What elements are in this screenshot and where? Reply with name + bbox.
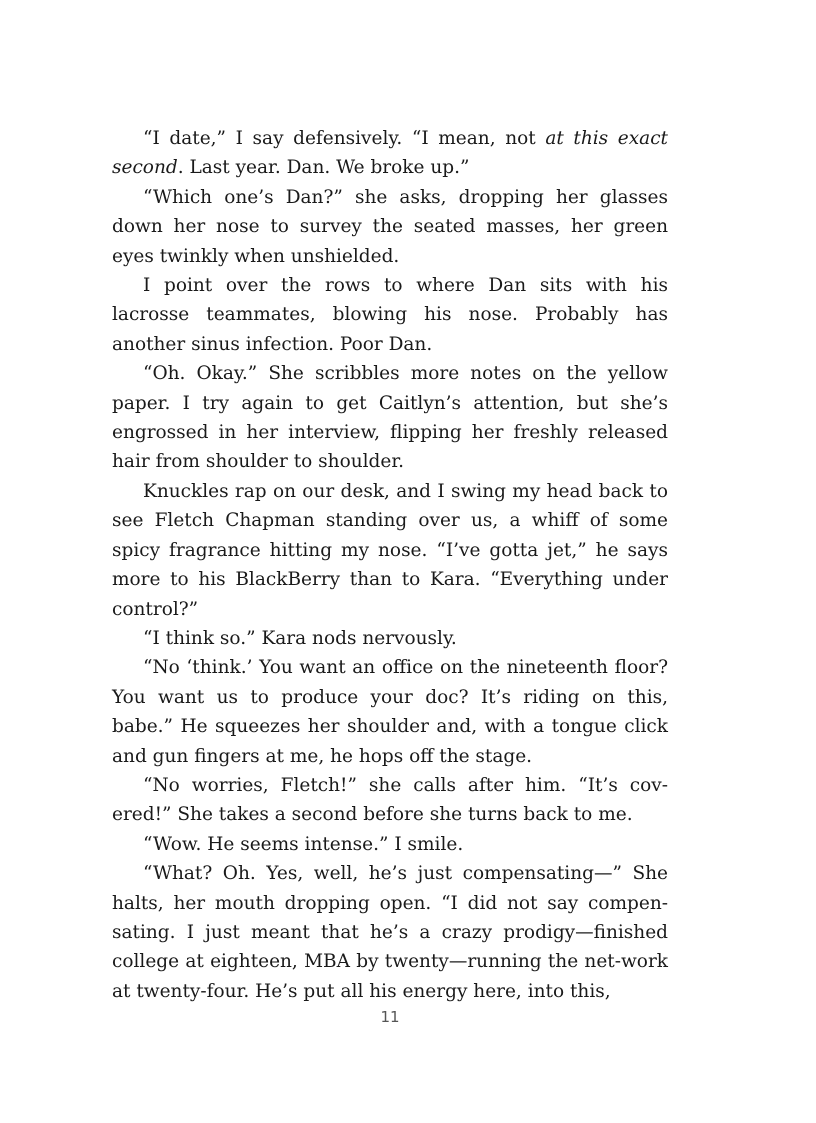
text-segment: “No ‘think.’ You want an office on the nineteenth floor? You want us to produce your doc? It’s riding on this, babe.” He squeezes her shoulder and, with a tongue click and gun fingers at me, he hops off the stage. bbox=[112, 657, 668, 767]
paragraph-8 bbox=[112, 771, 668, 830]
text-segment: Knuckles rap on our desk, and I swing my head back to see Fletch Chapman standing over us, a whiff of some spicy fragrance hitting my nose. “I’ve gotta jet,” he says more to his BlackBerry than to Kara. “Everything under control?” bbox=[112, 480, 668, 620]
text-segment: . Last year. Dan. We broke up.” bbox=[177, 157, 470, 179]
paragraph-4 bbox=[112, 359, 668, 477]
text-segment: I point over the rows to where Dan sits with his lacrosse teammates, blowing his nose. Probably has another sinus infection. Poor Dan. bbox=[112, 275, 668, 355]
paragraph-3 bbox=[112, 271, 668, 359]
italic-segment: at this exact second bbox=[112, 128, 668, 179]
text-segment: “Which one’s Dan?” she asks, dropping her glasses down her nose to survey the seated masses, her green eyes twinkly when unshielded. bbox=[112, 186, 668, 267]
text-segment: “Wow. He seems intense.” I smile. bbox=[143, 833, 464, 855]
paragraph-6 bbox=[112, 624, 668, 653]
paragraph-5 bbox=[112, 477, 668, 624]
text-segment: “I think so.” Kara nods nervously. bbox=[143, 627, 457, 649]
paragraph-2 bbox=[112, 183, 668, 271]
text-segment: “What? Oh. Yes, well, he’s just compensating—” She halts, her mouth dropping open. “I did not say compen-sating. I just meant that he’s a crazy prodigy—finished college at eighteen, MBA by twenty—running the net-work at twenty-four. He’s put all his energy here, into this, bbox=[112, 863, 668, 1002]
paragraph-7 bbox=[112, 653, 668, 771]
paragraph-10 bbox=[112, 859, 668, 1006]
text-segment: “Oh. Okay.” She scribbles more notes on the yellow paper. I try again to get Caitlyn’s attention, but she’s engrossed in her interview, flipping her freshly released hair from shoulder to shoulder. bbox=[112, 363, 668, 473]
text-segment: “I date,” I say defensively. “I mean, not bbox=[143, 128, 546, 149]
paragraph-9 bbox=[112, 830, 668, 859]
page-number: 11 bbox=[380, 1008, 400, 1026]
text-segment: “No worries, Fletch!” she calls after him. “It’s cov-ered!” She takes a second before she turns back to me. bbox=[112, 774, 668, 826]
body-text bbox=[112, 124, 668, 1006]
paragraph-1 bbox=[112, 124, 668, 183]
